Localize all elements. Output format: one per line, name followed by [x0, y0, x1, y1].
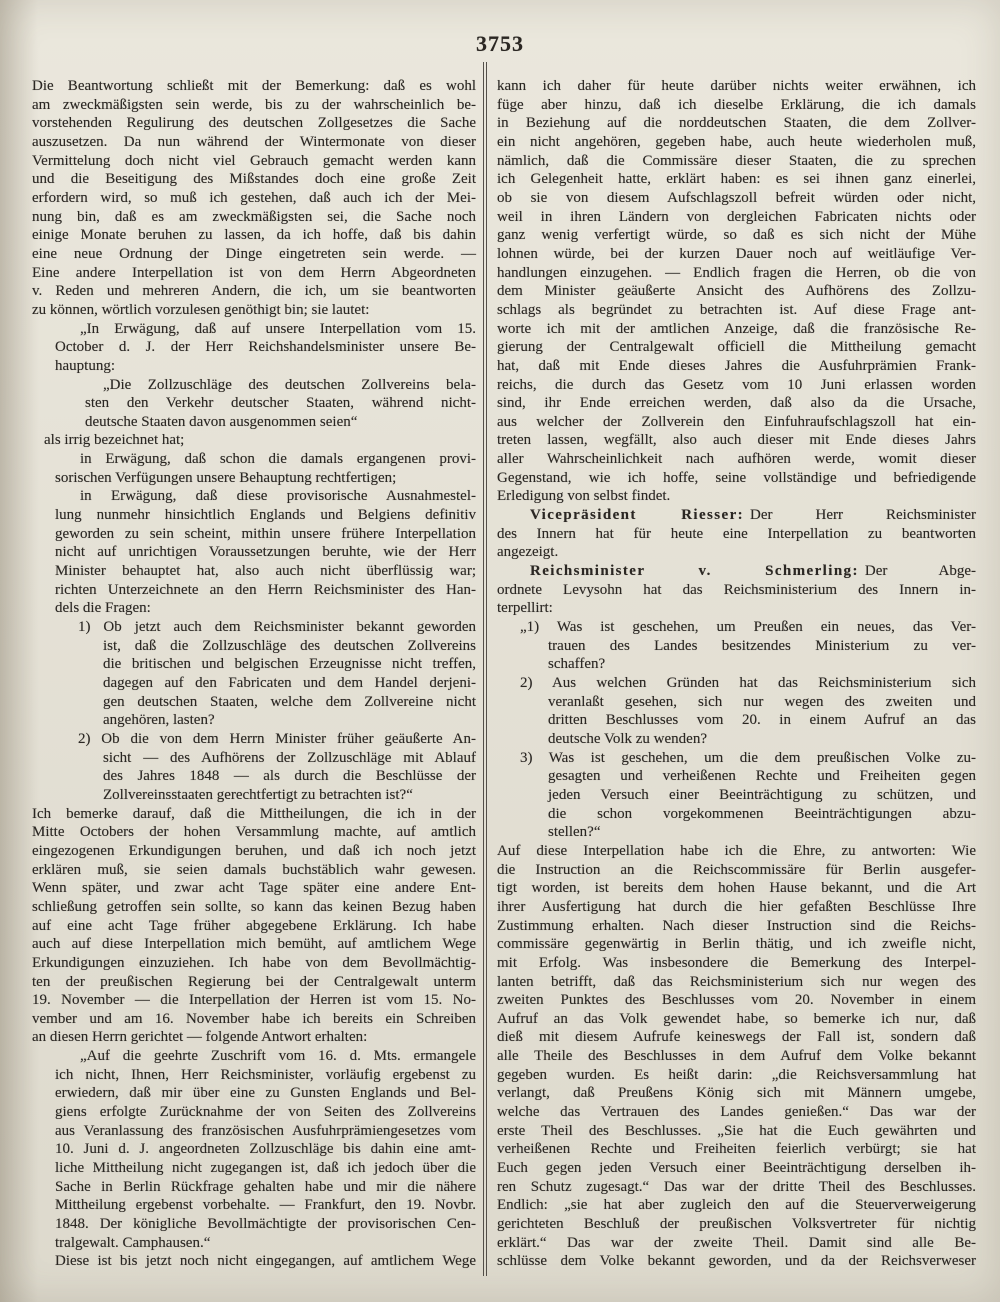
text-line: 1848. Der königliche Bevollmächtigte der provisorischen Cen- [55, 1216, 476, 1233]
text-line: lung nunmehr hinsichtlich Englands und Belgiens definitiv [55, 507, 476, 524]
text-line: eine neue Ordnung der Dinge eingetreten sein werde. — [32, 245, 476, 262]
text-line: dagegen auf den Fabricaten und dem Handel derjeni- [103, 675, 476, 691]
text-line: Erkundigungen einzuziehen. Ich habe von dem Bevollmächtig- [32, 954, 476, 971]
text-line: Ich bemerke darauf, daß die Mittheilungen, die ich in der [32, 805, 476, 822]
text-line: lanten betrifft, daß das Reichsministerium sich nur wegen des [497, 973, 976, 990]
text-line: ich nicht, Ihnen, Herr Reichsminister, vorläufig ergebenst zu [55, 1066, 476, 1083]
text-line: terpellirt: [497, 600, 553, 617]
speaker-name: Vicepräsident Riesser: [530, 507, 745, 524]
text-line: füge aber hinzu, daß ich dieselbe Erklärung, die ich damals [497, 96, 976, 113]
text-line: commissäre gegenwärtig in Berlin thätig, und ich zweifle nicht, [497, 936, 976, 953]
text-line: auf eine acht Tage früher abgegebene Erklärung. Ich habe [32, 917, 476, 934]
text-line: gegeben wurden. Es heißt darin: „die Reichsversammlung hat [497, 1066, 976, 1083]
text-line: deutsche Staaten davon ausgenommen seien“ [85, 413, 358, 430]
numbered-question [32, 730, 476, 805]
numbered-question [497, 618, 976, 674]
text-line: Diese ist bis jetzt noch nicht eingegangen, auf amtlichem Wege [55, 1253, 476, 1270]
text-line: dels die Fragen: [55, 600, 151, 617]
text-line: die britischen und belgischen Erzeugnisse nicht treffen, [103, 656, 476, 673]
paragraph [32, 805, 476, 1048]
right-column [497, 77, 976, 1271]
text-line: jeden Versuch einer Beeinträchtigung zu schützen, und [548, 786, 976, 803]
text-line: sten den Verkehr deutscher Staaten, während nicht- [85, 395, 476, 412]
text-line: sind, ihr Ende erreichen werden, daß also da die Ursache, [497, 395, 976, 412]
speech-text: Der Abge- [864, 563, 976, 580]
text-line: tigt worden, ist bereits dem hohen Hause bekannt, und die Art [497, 880, 976, 897]
text-line: tralgewalt. Camphausen.“ [55, 1234, 211, 1251]
text-line: gen deutschen Staaten, welche dem Zollvereine nicht [103, 693, 476, 710]
quote-block [32, 320, 476, 376]
text-line: ordnete Levysohn hat das Reichsministerium des Innern in- [497, 581, 976, 598]
text-line: erklären muß, sie seien damals buchstäblich wahr gewesen. [32, 861, 476, 878]
quote-block [32, 1047, 476, 1252]
column-divider [483, 62, 487, 1276]
speaker-name: Reichsminister v. Schmerling: [530, 563, 859, 580]
text-line: nicht auf unrichtigen Voraussetzungen beruhte, wie der Herr [55, 544, 476, 561]
paragraph [497, 842, 976, 1271]
text-line: sorischen Verfügungen unsere Behauptung rechtfertigen; [55, 469, 397, 486]
text-line: vember und am 16. November habe ich bereits ein Schreiben [32, 1010, 476, 1027]
text-line: an diesen Herrn gerichtet — folgende Antwort erhalten: [32, 1029, 368, 1046]
text-line: ob sie von diesem Aufschlagszoll befreit würden oder nicht, [497, 189, 976, 206]
text-line: „Auf die geehrte Zuschrift vom 16. d. Mts. ermangele [80, 1048, 476, 1065]
text-line: erfordern wird, so muß ich gestehen, daß auch ich der Mei- [32, 189, 476, 206]
text-line: Mitte Octobers der hohen Versammlung machte, auf amtlich [32, 824, 476, 841]
text-line: alle Theile des Beschlusses in dem Aufruf dem Volke bekannt [497, 1048, 976, 1065]
speaker-paragraph [497, 506, 976, 562]
text-line: eingezogenen Erkundigungen beruhen, und daß ich noch jetzt [32, 842, 476, 859]
text-line: und die Beseitigung des Mißstandes doch eine große Zeit [32, 171, 476, 188]
text-line: Sache in Berlin Rückfrage gehalten habe und mir die nähere [55, 1178, 476, 1195]
text-line: am zweckmäßigsten sein werde, bis zu der wahrscheinlich be- [32, 96, 476, 113]
text-line: reichs, die durch das Gesetz vom 10 Juni erlassen worden [497, 376, 976, 393]
text-line: welche das Vertrauen des Landes genießen.“ Das war der [497, 1104, 976, 1121]
text-line: in Beziehung auf die norddeutschen Staaten, die dem Zollver- [497, 115, 976, 132]
speech-text: Der Herr Reichsminister [750, 507, 976, 524]
text-line: ten der preußischen Regierung bei der Centralgewalt unterm [32, 973, 476, 990]
text-line: nung bin, daß es am zweckmäßigsten sei, die Sache noch [32, 208, 476, 225]
quote-block [32, 487, 476, 618]
quote-block [32, 450, 476, 487]
text-line: 3) Was ist geschehen, um die dem preußischen Volke zu- [520, 749, 976, 766]
text-line: ich Gelegenheit hatte, erklärt haben: es sei ihnen ganz einerlei, [497, 171, 976, 188]
paragraph [32, 77, 476, 320]
text-line: Euch gegen jeden Versuch einer Beeinträchtigung derselben ih- [497, 1160, 976, 1177]
paragraph [32, 1252, 476, 1271]
text-line: Mittheilung ergebenst vorbehalte. — Frankfurt, den 19. Novbr. [55, 1197, 476, 1214]
text-line: stellen?“ [548, 824, 601, 841]
quote-block [32, 431, 476, 450]
text-line: als irrig bezeichnet hat; [44, 432, 185, 449]
text-line: gerichteten Beschluß der preußischen Volksvertreter für nichtig [497, 1216, 976, 1233]
text-line: in Erwägung, daß schon die damals ergangenen provi- [80, 451, 476, 468]
text-line: mit Erfolg. Was insbesondere die Bemerkung des Interpel- [497, 954, 976, 971]
text-line: handlungen einzugehen. — Endlich fragen die Herren, ob die von [497, 264, 976, 281]
text-line: veranlaßt gesehen, sich nur wegen des zweiten und [548, 693, 976, 710]
text-line: ihrer Ausfertigung hat durch die hier gefaßten Beschlüsse Ihre [497, 898, 976, 915]
text-line: des Jahres 1848 — als durch die Beschlüsse der [103, 768, 476, 785]
numbered-question [497, 674, 976, 749]
text-line: 2) Aus welchen Gründen hat das Reichsministerium sich [520, 675, 976, 691]
text-line: des Innern hat für heute eine Interpellation zu beantworten [497, 525, 976, 542]
text-line: erklärt.“ Das war der zweite Theil. Damit sind alle Be- [497, 1234, 976, 1251]
text-line: ist, daß die Zollzuschläge des deutschen Zollvereins [103, 637, 476, 654]
text-line [497, 506, 976, 525]
inner-quote-block [32, 376, 476, 432]
text-line: aus welcher der Zollverein den Einfuhraufschlagszoll hat ein- [497, 413, 976, 430]
left-column [32, 77, 476, 1271]
text-line: schließung getroffen sein sollte, so kann das keinen Bezug haben [32, 898, 476, 915]
text-line: worte ich mit der amtlichen Anzeige, daß die französische Re- [497, 320, 976, 337]
page-number: 3753 [476, 31, 524, 56]
text-line: schlags als begründet zu betrachten ist. Auf diese Frage ant- [497, 301, 976, 318]
text-line: ren Schutz zugesagt.“ Das war der dritte Theil des Beschlusses. [497, 1178, 976, 1195]
text-line: zu können, wörtlich vorzulesen genöthigt bin; sie lautet: [32, 301, 370, 318]
text-line: auszusetzen. Da nun während der Wintermonate von dieser [32, 133, 476, 150]
text-line: erwiedern, daß mir über eine zu Gunsten Englands und Bel- [55, 1085, 476, 1102]
text-line: erste Theil des Beschlusses. „Sie hat die Euch gewährten und [497, 1122, 976, 1139]
text-line: Minister behauptet hat, also auch nicht überflüssig war; [55, 563, 476, 580]
text-line: 2) Ob die von dem Herrn Minister früher geäußerte An- [78, 730, 476, 747]
text-line: giens erfolgte Zurücknahme der von Seiten des Zollvereins [55, 1104, 476, 1121]
text-line: auch auf diese Interpellation mich bemüht, auf amtlichem Wege [32, 936, 476, 953]
text-line: angehören, lasten? [103, 712, 215, 729]
text-line: ganz wenig verfertigt würde, so daß es sich nicht der Mühe [497, 227, 976, 244]
text-line: aus Veranlassung des französischen Ausfuhrprämiengesetzes vom [55, 1122, 476, 1139]
text-line: schlüsse dem Volke bekannt geworden, und da der Reichsverweser [497, 1253, 976, 1270]
text-line: Endlich: „sie hat aber zugleich den auf die Steuerverweigerung [497, 1197, 976, 1214]
text-line: 1) Ob jetzt auch dem Reichsminister bekannt geworden [78, 619, 476, 636]
text-line: die schon vorgekommenen Beeinträchtigungen abzu- [548, 805, 976, 822]
text-line: gierung der Centralgewalt officiell die Mittheilung gemacht [497, 339, 976, 356]
numbered-question [497, 749, 976, 842]
text-line: sicht — des Aufhörens der Zollzuschläge mit Ablauf [103, 749, 476, 766]
text-line: Gegenstand, wie ich hoffe, seine vollständige und befriedigende [497, 469, 976, 486]
text-line: ein nicht angehören, gegeben habe, auch heute wiederholen muß, [497, 133, 976, 150]
text-line: richten Unterzeichnete an den Herrn Reichsminister des Han- [55, 581, 476, 598]
text-line: Aufruf an das Volk gewendet habe, so bemerke ich nur, daß [497, 1010, 976, 1027]
text-line: aller Wahrscheinlichkeit nach aufhören werde, womit dieser [497, 451, 976, 468]
text-line: deutsche Volk zu wenden? [548, 730, 707, 747]
text-line: einige Monate beruhen zu lassen, da ich hoffe, daß bis dahin [32, 227, 476, 244]
paragraph [497, 77, 976, 506]
text-line: die Instruction an die Reichscommissäre für Berlin ausgefer- [497, 861, 976, 878]
text-line: 19. November — die Interpellation der Herren ist vom 15. No- [32, 992, 476, 1009]
text-line: trauen des Landes besitzendes Ministerium zu ver- [548, 637, 976, 654]
text-line: vorstehenden Regulirung des deutschen Zollgesetzes die Sache [32, 115, 476, 132]
text-line: dem Minister geäußerte Ansicht des Aufhörens des Zollzu- [497, 283, 976, 300]
text-line: v. Reden und mehreren Andern, die ich, um sie beantworten [32, 283, 476, 300]
text-line: schaffen? [548, 656, 606, 673]
text-line: hat, daß mit Ende dieses Jahres die Ausfuhrprämien Frank- [497, 357, 976, 374]
text-line: Eine andere Interpellation ist von dem Herrn Abgeordneten [32, 264, 476, 281]
text-line: „Die Zollzuschläge des deutschen Zollvereins bela- [103, 376, 476, 393]
text-line: Zustimmung erhalten. Nach dieser Instruction sind die Reichs- [497, 917, 976, 934]
text-line: Vermittelung doch nicht viel Gebrauch gemacht werden kann [32, 152, 476, 169]
text-line: „In Erwägung, daß auf unsere Interpellation vom 15. [80, 320, 476, 337]
text-line: treten lassen, wegfällt, also auch dieser mit Ende dieses Jahrs [497, 432, 976, 449]
text-line: dieß mit diesem Aufrufe keineswegs der Fall ist, sondern daß [497, 1029, 976, 1046]
text-line: Zollvereinsstaaten gerechtfertigt zu betrachten ist?“ [103, 786, 413, 803]
text-line: liche Mittheilung nicht zugegangen ist, daß ich jedoch über die [55, 1160, 476, 1177]
text-line: verheißenen Rechte und Freiheiten feierlich verbürgt; sie hat [497, 1141, 976, 1158]
text-line: angezeigt. [497, 544, 559, 561]
text-line: Wenn später, und zwar acht Tage später eine andere Ent- [32, 880, 476, 897]
numbered-question [32, 618, 476, 730]
text-line: Erledigung von selbst findet. [497, 488, 671, 505]
text-line: October d. J. der Herr Reichshandelsminister unsere Be- [55, 339, 476, 356]
text-line: in Erwägung, daß diese provisorische Ausnahmestel- [80, 488, 476, 505]
text-line: nämlich, daß die Commissäre dieser Staaten, die zu sprechen [497, 152, 976, 169]
text-line: Die Beantwortung schließt mit der Bemerkung: daß es wohl [32, 78, 476, 94]
text-line: lohnen würde, bei der kurzen Dauer noch auf weitläufige Ver- [497, 245, 976, 262]
speaker-paragraph [497, 562, 976, 618]
text-line: 10. Juni d. J. angeordneten Zollzuschläge bis dahin eine amt- [55, 1141, 476, 1158]
text-line: kann ich daher für heute darüber nichts weiter erwähnen, ich [497, 78, 976, 94]
text-line: verlangt, daß Preußens König sich mit Männern umgebe, [497, 1085, 976, 1102]
text-line: geworden zu sein scheint, mithin unsere frühere Interpellation [55, 525, 476, 542]
text-line: zweiten Punktes des Beschlusses vom 20. November in einem [497, 992, 976, 1009]
text-line: gesagten und verheißenen Rechte und Freiheiten gegen [548, 768, 976, 785]
text-line [497, 562, 976, 581]
text-line: Auf diese Interpellation habe ich die Ehre, zu antworten: Wie [497, 842, 976, 859]
text-line: weil in ihren Ländern von dergleichen Fabricaten nichts oder [497, 208, 976, 225]
text-line: hauptung: [55, 357, 115, 374]
text-line: dritten Beschlusses vom 20. in einem Aufruf an das [548, 712, 976, 729]
text-line: „1) Was ist geschehen, um Preußen ein neues, das Ver- [520, 619, 976, 636]
